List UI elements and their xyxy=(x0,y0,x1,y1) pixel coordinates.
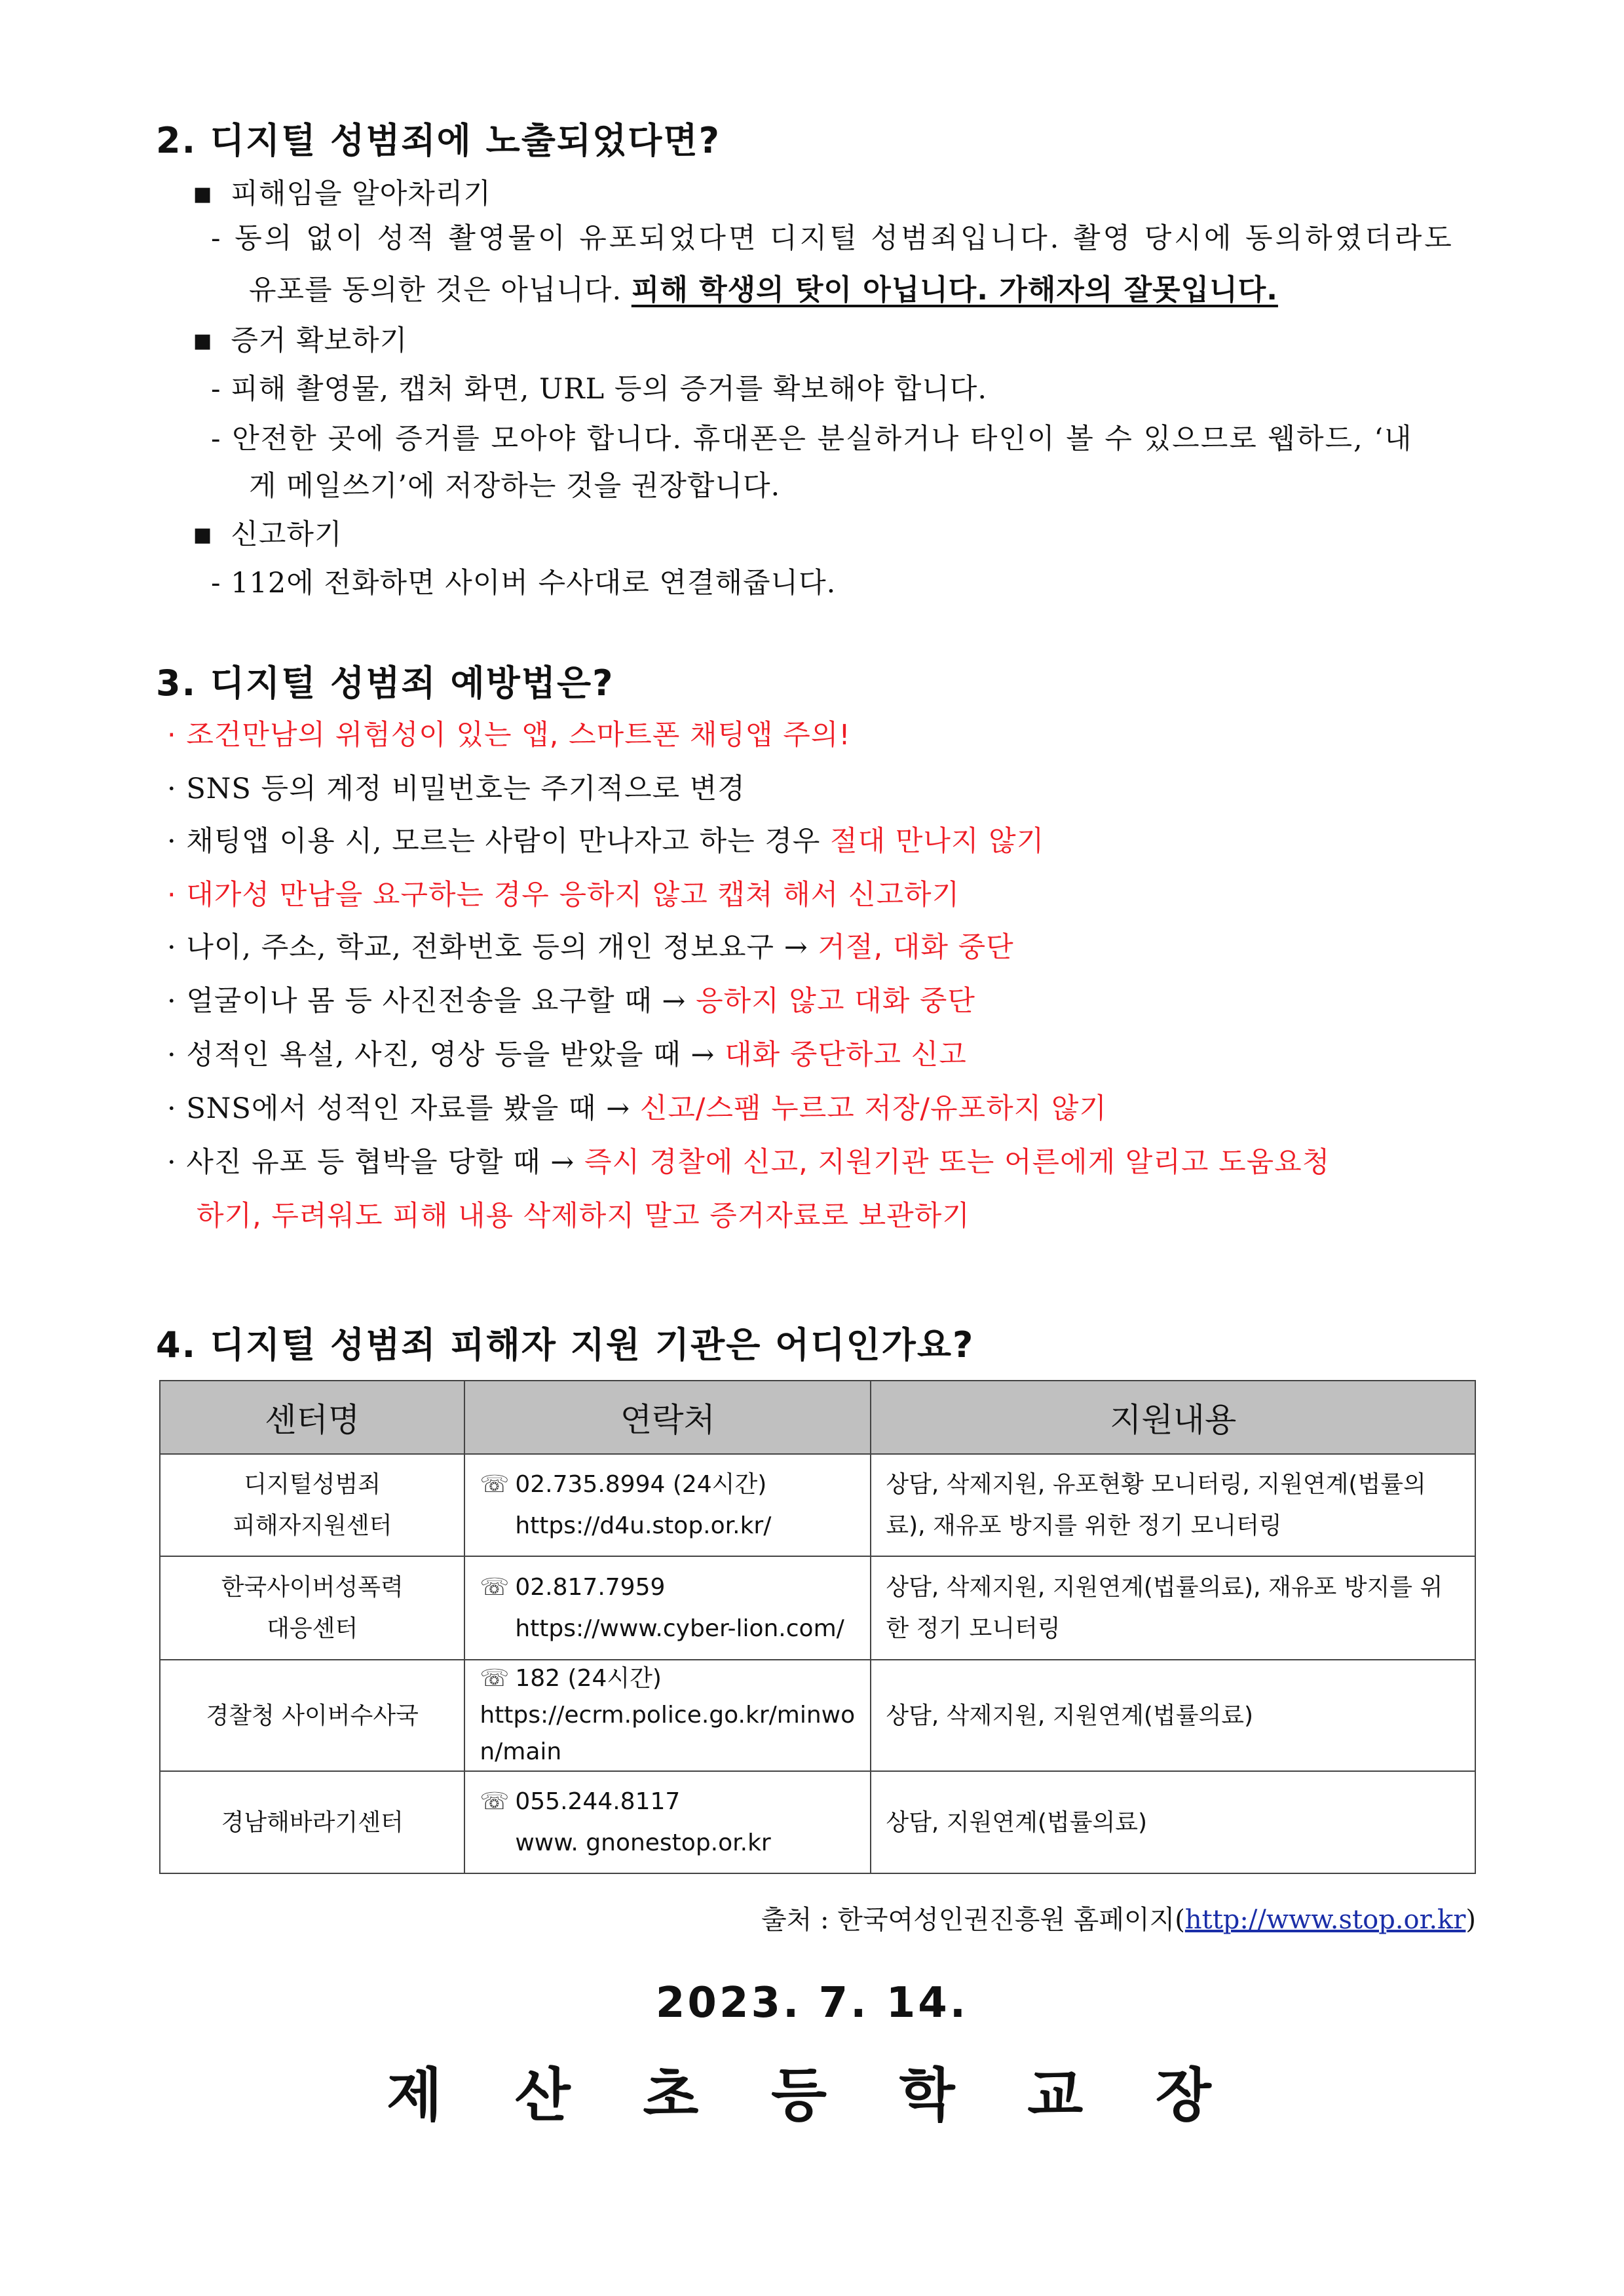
center-name-cell: 경찰청 사이버수사국 xyxy=(160,1660,464,1771)
prevention-item-8: · SNS에서 성적인 자료를 봤을 때 → 신고/스팸 누르고 저장/유포하지 않기 xyxy=(167,1092,1107,1125)
square-bullet-icon: ■ xyxy=(193,183,213,206)
prevention-item-6: · 얼굴이나 몸 등 사진전송을 요구할 때 → 응하지 않고 대화 중단 xyxy=(167,985,975,1018)
section2-title: 2. 디지털 성범죄에 노출되었다면? xyxy=(156,120,721,161)
section2-report-item-1: - 112에 전화하면 사이버 수사대로 연결해줍니다. xyxy=(211,567,837,600)
table-row xyxy=(160,1660,1475,1771)
square-bullet-icon: ■ xyxy=(193,524,213,546)
prevention-item-9-cont: 하기, 두려워도 피해 내용 삭제하지 말고 증거자료로 보관하기 xyxy=(197,1200,970,1233)
section2-recognize-text-2: 유포를 동의한 것은 아닙니다. 피해 학생의 탓이 아닙니다. 가해자의 잘못입니다. xyxy=(249,273,1278,307)
table-header-row xyxy=(160,1381,1475,1454)
document-date: 2023. 7. 14. xyxy=(655,1979,969,2027)
table-row xyxy=(160,1556,1475,1660)
support-content-cell: 상담, 삭제지원, 유포현황 모니터링, 지원연계(법률의료), 재유포 방지를 위한 정기 모니터링 xyxy=(871,1454,1475,1556)
section3-title: 3. 디지털 성범죄 예방법은? xyxy=(156,662,614,704)
prevention-item-7: · 성적인 욕설, 사진, 영상 등을 받았을 때 → 대화 중단하고 신고 xyxy=(167,1039,967,1071)
prevention-item-5: · 나이, 주소, 학교, 전화번호 등의 개인 정보요구 → 거절, 대화 중단 xyxy=(167,931,1014,964)
website-link[interactable]: https://www.cyber-lion.com/ xyxy=(515,1615,844,1642)
section2-evidence-item-2a: - 안전한 곳에 증거를 모아야 합니다. 휴대폰은 분실하거나 타인이 볼 수 있으므로 웹하드, ‘내 xyxy=(211,423,1413,455)
section2-subheading-evidence: ■ 증거 확보하기 xyxy=(193,324,408,357)
center-name-cell: 한국사이버성폭력 대응센터 xyxy=(160,1556,464,1660)
section2-subheading-report: ■ 신고하기 xyxy=(193,518,343,551)
contact-cell: ☏ 182 (24시간) https://ecrm.police.go.kr/minwo n/main xyxy=(464,1660,871,1771)
website-link[interactable]: www. gnonestop.or.kr xyxy=(515,1829,771,1856)
square-bullet-icon: ■ xyxy=(193,330,213,353)
header-support: 지원내용 xyxy=(871,1381,1475,1454)
source-link[interactable]: http://www.stop.or.kr xyxy=(1184,1905,1466,1935)
center-name-cell: 경남해바라기센터 xyxy=(160,1771,464,1873)
support-centers-table xyxy=(159,1380,1476,1874)
source-citation: 출처 : 한국여성인권진흥원 홈페이지(http://www.stop.or.kr) xyxy=(761,1905,1476,1935)
contact-cell: ☏ 02.735.8994 (24시간) https://d4u.stop.or.kr/ xyxy=(464,1454,871,1556)
section2-subheading-recognize: ■ 피해임을 알아차리기 xyxy=(193,178,491,210)
section2-evidence-item-1: - 피해 촬영물, 캡처 화면, URL 등의 증거를 확보해야 합니다. xyxy=(211,373,988,406)
table-row xyxy=(160,1454,1475,1556)
website-link[interactable]: https://ecrm.police.go.kr/minwo n/main xyxy=(480,1702,856,1765)
section2-recognize-text-1: - 동의 없이 성적 촬영물이 유포되었다면 디지털 성범죄입니다. 촬영 당시에 동의하였더라도 xyxy=(211,222,1454,255)
header-contact: 연락처 xyxy=(464,1381,871,1454)
contact-cell: ☏ 02.817.7959 https://www.cyber-lion.com/ xyxy=(464,1556,871,1660)
prevention-item-3: · 채팅앱 이용 시, 모르는 사람이 만나자고 하는 경우 절대 만나지 않기 xyxy=(167,825,1045,858)
table-row xyxy=(160,1771,1475,1873)
phone-icon: ☏ xyxy=(480,1574,510,1601)
phone-icon: ☏ xyxy=(480,1788,510,1815)
prevention-item-2: · SNS 등의 계정 비밀번호는 주기적으로 변경 xyxy=(167,773,746,805)
prevention-item-1: · 조건만남의 위험성이 있는 앱, 스마트폰 채팅앱 주의! xyxy=(167,719,851,752)
phone-icon: ☏ xyxy=(480,1665,510,1693)
contact-cell: ☏ 055.244.8117 www. gnonestop.or.kr xyxy=(464,1771,871,1873)
prevention-item-4: · 대가성 만남을 요구하는 경우 응하지 않고 캡쳐 해서 신고하기 xyxy=(167,879,960,911)
section2-emphasis: 피해 학생의 탓이 아닙니다. 가해자의 잘못입니다. xyxy=(631,273,1278,307)
signer-principal: 제 산 초 등 학 교 장 xyxy=(387,2061,1237,2129)
support-content-cell: 상담, 지원연계(법률의료) xyxy=(871,1771,1475,1873)
support-content-cell: 상담, 삭제지원, 지원연계(법률의료), 재유포 방지를 위한 정기 모니터링 xyxy=(871,1556,1475,1660)
support-content-cell: 상담, 삭제지원, 지원연계(법률의료) xyxy=(871,1660,1475,1771)
section2-evidence-item-2b: 게 메일쓰기’에 저장하는 것을 권장합니다. xyxy=(249,470,781,503)
center-name-cell: 디지털성범죄 피해자지원센터 xyxy=(160,1454,464,1556)
phone-icon: ☏ xyxy=(480,1471,510,1498)
section4-title: 4. 디지털 성범죄 피해자 지원 기관은 어디인가요? xyxy=(156,1324,975,1366)
header-center-name: 센터명 xyxy=(160,1381,464,1454)
prevention-item-9: · 사진 유포 등 협박을 당할 때 → 즉시 경찰에 신고, 지원기관 또는 어른에게 알리고 도움요청 xyxy=(167,1146,1331,1179)
website-link[interactable]: https://d4u.stop.or.kr/ xyxy=(515,1512,772,1539)
